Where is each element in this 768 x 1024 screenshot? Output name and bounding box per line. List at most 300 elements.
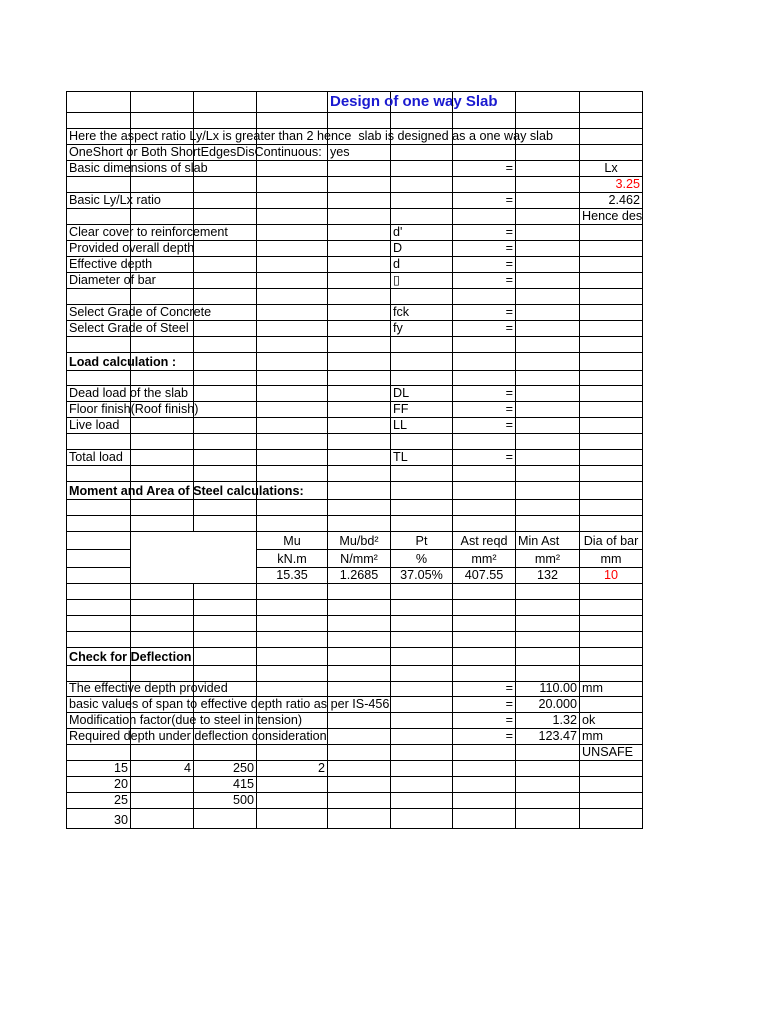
empty-cell: [453, 129, 516, 145]
empty-cell: [453, 809, 516, 829]
empty-cell: [257, 729, 328, 745]
empty-cell: [391, 353, 453, 371]
unit-label: mm²: [453, 550, 516, 568]
cell-text: ok: [580, 713, 643, 729]
empty-cell: [453, 632, 516, 648]
empty-cell: [391, 632, 453, 648]
parameter-label: basic values of span to effective depth ratio as per IS-456: [69, 697, 390, 711]
aspect-ratio-note: Here the aspect ratio Ly/Lx is greater than 2 hence slab is designed as a one way slab: [69, 129, 553, 143]
empty-cell: [516, 600, 580, 616]
empty-cell: [516, 761, 580, 777]
empty-cell: [516, 225, 580, 241]
empty-cell: [194, 386, 257, 402]
section-heading: Moment and Area of Steel calculations:: [69, 484, 304, 498]
empty-cell: [328, 745, 391, 761]
empty-cell: [391, 729, 453, 745]
empty-cell: [453, 434, 516, 450]
equals-sign: =: [453, 257, 516, 273]
empty-cell: [194, 632, 257, 648]
empty-cell: [580, 434, 643, 450]
empty-cell: [257, 745, 328, 761]
empty-cell: [580, 305, 643, 321]
empty-cell: [391, 92, 453, 113]
empty-cell: [453, 648, 516, 666]
empty-cell: [580, 113, 643, 129]
empty-cell: [131, 793, 194, 809]
empty-cell: [194, 682, 257, 697]
numeric-value: 1.32: [516, 713, 580, 729]
empty-cell: [580, 402, 643, 418]
numeric-value: 15: [67, 761, 131, 777]
empty-cell: [257, 305, 328, 321]
ly-lx-ratio-value: 2.462: [580, 193, 643, 209]
empty-cell: [580, 257, 643, 273]
empty-cell: [257, 209, 328, 225]
symbol-label: fy: [391, 321, 453, 337]
empty-cell: [516, 257, 580, 273]
empty-cell: [453, 371, 516, 386]
empty-cell: [257, 500, 328, 516]
empty-cell: [580, 648, 643, 666]
section-heading: Load calculation :: [69, 355, 177, 369]
empty-cell: [328, 450, 391, 466]
empty-cell: [328, 500, 391, 516]
empty-cell: [131, 305, 194, 321]
empty-cell: [131, 466, 194, 482]
empty-cell: [516, 482, 580, 500]
empty-cell: [131, 809, 194, 829]
empty-cell: [257, 666, 328, 682]
empty-cell: [580, 584, 643, 600]
empty-cell: [194, 600, 257, 616]
empty-cell: [391, 371, 453, 386]
symbol-label: TL: [391, 450, 453, 466]
parameter-label: Total load: [67, 450, 131, 466]
empty-cell: [194, 713, 257, 729]
empty-cell: [257, 648, 328, 666]
empty-cell: [328, 809, 391, 829]
empty-cell: [391, 761, 453, 777]
numeric-value: 250: [194, 761, 257, 777]
empty-cell: [194, 648, 257, 666]
cell-text: mm: [580, 682, 643, 697]
column-header: Ast reqd: [453, 532, 516, 550]
empty-cell: [580, 371, 643, 386]
empty-cell: [580, 482, 643, 500]
empty-cell: [580, 466, 643, 482]
empty-cell: [391, 434, 453, 450]
empty-cell: [391, 161, 453, 177]
empty-cell: [67, 209, 131, 225]
empty-cell: [580, 761, 643, 777]
empty-cell: [516, 434, 580, 450]
empty-cell: [580, 777, 643, 793]
symbol-label: LL: [391, 418, 453, 434]
empty-cell: [194, 161, 257, 177]
equals-sign: =: [453, 450, 516, 466]
empty-cell: [257, 321, 328, 337]
empty-cell: [328, 418, 391, 434]
equals-sign: =: [453, 729, 516, 745]
empty-cell: [131, 337, 194, 353]
empty-cell: [328, 402, 391, 418]
empty-cell: [453, 584, 516, 600]
empty-cell: [391, 516, 453, 532]
empty-cell: [453, 353, 516, 371]
empty-cell: [131, 584, 194, 600]
empty-cell: [453, 666, 516, 682]
empty-cell: [328, 777, 391, 793]
empty-cell: [257, 273, 328, 289]
empty-cell: [328, 257, 391, 273]
unit-label: N/mm²: [328, 550, 391, 568]
empty-cell: [453, 466, 516, 482]
empty-cell: [131, 145, 194, 161]
empty-cell: [516, 809, 580, 829]
numeric-value: 20: [67, 777, 131, 793]
empty-cell: [257, 777, 328, 793]
empty-cell: [328, 682, 391, 697]
empty-cell: [257, 450, 328, 466]
empty-cell: [516, 386, 580, 402]
empty-cell: [194, 500, 257, 516]
result-value: 37.05%: [391, 568, 453, 584]
equals-sign: =: [453, 321, 516, 337]
empty-cell: [453, 337, 516, 353]
empty-cell: [391, 793, 453, 809]
empty-cell: [391, 745, 453, 761]
empty-cell: [580, 92, 643, 113]
empty-cell: [580, 809, 643, 829]
empty-cell: [131, 697, 194, 713]
empty-cell: [257, 697, 328, 713]
empty-cell: [516, 273, 580, 289]
merged-cell: [131, 532, 257, 584]
empty-cell: [131, 113, 194, 129]
empty-cell: [516, 793, 580, 809]
empty-cell: [131, 500, 194, 516]
parameter-label: Dead load of the slab: [69, 386, 189, 400]
empty-cell: [257, 632, 328, 648]
empty-cell: [67, 466, 131, 482]
empty-cell: [328, 482, 391, 500]
unit-label: mm²: [516, 550, 580, 568]
equals-sign: =: [453, 697, 516, 713]
empty-cell: [580, 666, 643, 682]
empty-cell: [516, 402, 580, 418]
empty-cell: [67, 177, 131, 193]
empty-cell: [391, 600, 453, 616]
empty-cell: [67, 632, 131, 648]
empty-cell: [391, 648, 453, 666]
empty-cell: [328, 129, 391, 145]
cell-text: Lx: [580, 161, 643, 177]
empty-cell: [516, 337, 580, 353]
column-header: Min Ast: [516, 532, 580, 550]
lx-value: 3.25: [580, 177, 643, 193]
empty-cell: [391, 113, 453, 129]
empty-cell: [453, 516, 516, 532]
empty-cell: [194, 177, 257, 193]
empty-cell: [194, 273, 257, 289]
empty-cell: [391, 809, 453, 829]
empty-cell: [131, 682, 194, 697]
empty-cell: [131, 450, 194, 466]
parameter-label: Clear cover to reinforcement: [69, 225, 228, 239]
empty-cell: [328, 337, 391, 353]
empty-cell: [328, 600, 391, 616]
cell-text: mm: [580, 729, 643, 745]
empty-cell: [391, 289, 453, 305]
empty-cell: [391, 500, 453, 516]
parameter-label: Required depth under deflection consideration: [69, 729, 327, 743]
empty-cell: [580, 793, 643, 809]
empty-cell: [257, 257, 328, 273]
parameter-label: The effective depth provided: [69, 681, 228, 695]
empty-cell: [516, 500, 580, 516]
empty-cell: [194, 402, 257, 418]
empty-cell: [516, 777, 580, 793]
empty-cell: [328, 761, 391, 777]
unit-label: %: [391, 550, 453, 568]
empty-cell: [516, 745, 580, 761]
empty-cell: [67, 666, 131, 682]
empty-cell: [516, 161, 580, 177]
empty-cell: [391, 145, 453, 161]
empty-cell: [131, 321, 194, 337]
numeric-value: 500: [194, 793, 257, 809]
numeric-value: 4: [131, 761, 194, 777]
empty-cell: [131, 241, 194, 257]
empty-cell: [391, 584, 453, 600]
empty-cell: [257, 371, 328, 386]
empty-cell: [580, 500, 643, 516]
empty-cell: [328, 466, 391, 482]
empty-cell: [328, 793, 391, 809]
empty-cell: [131, 193, 194, 209]
empty-cell: [194, 434, 257, 450]
numeric-value: 20.000: [516, 697, 580, 713]
empty-cell: [328, 386, 391, 402]
empty-cell: [194, 809, 257, 829]
empty-cell: [131, 632, 194, 648]
parameter-label: OneShort or Both ShortEdgesDisContinuous:: [69, 145, 322, 159]
symbol-label: fck: [391, 305, 453, 321]
empty-cell: [580, 241, 643, 257]
numeric-value: 415: [194, 777, 257, 793]
empty-cell: [67, 289, 131, 305]
empty-cell: [131, 666, 194, 682]
empty-cell: [194, 466, 257, 482]
empty-cell: [580, 337, 643, 353]
sheet-title: Design of one way Slab: [328, 92, 391, 113]
empty-cell: [194, 337, 257, 353]
empty-cell: [580, 145, 643, 161]
equals-sign: =: [453, 305, 516, 321]
empty-cell: [328, 193, 391, 209]
empty-cell: [516, 209, 580, 225]
empty-cell: [131, 92, 194, 113]
empty-cell: [257, 809, 328, 829]
empty-cell: [131, 161, 194, 177]
empty-cell: [194, 92, 257, 113]
symbol-label: D: [391, 241, 453, 257]
empty-cell: [516, 584, 580, 600]
column-header: Dia of bar: [580, 532, 643, 550]
empty-cell: [580, 273, 643, 289]
empty-cell: [328, 666, 391, 682]
empty-cell: [257, 418, 328, 434]
empty-cell: [580, 386, 643, 402]
empty-cell: [391, 616, 453, 632]
empty-cell: [580, 225, 643, 241]
empty-cell: [257, 161, 328, 177]
empty-cell: [194, 697, 257, 713]
empty-cell: [194, 729, 257, 745]
empty-cell: [391, 682, 453, 697]
empty-cell: [194, 225, 257, 241]
empty-cell: [131, 434, 194, 450]
empty-cell: [67, 516, 131, 532]
empty-cell: [67, 616, 131, 632]
empty-cell: [194, 584, 257, 600]
empty-cell: [328, 697, 391, 713]
equals-sign: =: [453, 193, 516, 209]
empty-cell: [131, 386, 194, 402]
empty-cell: [194, 241, 257, 257]
empty-cell: [257, 225, 328, 241]
column-header: Mu/bd²: [328, 532, 391, 550]
column-header: Pt: [391, 532, 453, 550]
empty-cell: [580, 129, 643, 145]
empty-cell: [131, 257, 194, 273]
empty-cell: [328, 584, 391, 600]
empty-cell: [257, 434, 328, 450]
parameter-label: Effective depth: [69, 257, 153, 271]
numeric-value: 110.00: [516, 682, 580, 697]
empty-cell: [580, 353, 643, 371]
empty-cell: [257, 113, 328, 129]
empty-cell: [194, 418, 257, 434]
parameter-label: Live load: [67, 418, 131, 434]
empty-cell: [328, 289, 391, 305]
empty-cell: [194, 321, 257, 337]
empty-cell: [391, 777, 453, 793]
empty-cell: [67, 550, 131, 568]
empty-cell: [516, 648, 580, 666]
empty-cell: [516, 353, 580, 371]
empty-cell: [194, 129, 257, 145]
empty-cell: [391, 209, 453, 225]
parameter-label: Floor finish(Roof finish): [69, 402, 199, 416]
empty-cell: [131, 371, 194, 386]
empty-cell: [257, 193, 328, 209]
parameter-label: Provided overall depth: [69, 241, 195, 255]
empty-cell: [516, 516, 580, 532]
empty-cell: [328, 729, 391, 745]
empty-cell: [516, 92, 580, 113]
empty-cell: [194, 305, 257, 321]
empty-cell: [516, 177, 580, 193]
empty-cell: [194, 113, 257, 129]
empty-cell: [516, 632, 580, 648]
empty-cell: [131, 209, 194, 225]
empty-cell: [328, 273, 391, 289]
empty-cell: [516, 305, 580, 321]
empty-cell: [453, 209, 516, 225]
empty-cell: [194, 289, 257, 305]
empty-cell: [453, 177, 516, 193]
empty-cell: [257, 289, 328, 305]
empty-cell: [453, 761, 516, 777]
empty-cell: [453, 500, 516, 516]
empty-cell: [391, 713, 453, 729]
empty-cell: [391, 129, 453, 145]
result-value: 15.35: [257, 568, 328, 584]
equals-sign: =: [453, 713, 516, 729]
symbol-label: d: [391, 257, 453, 273]
empty-cell: [131, 402, 194, 418]
empty-cell: [257, 584, 328, 600]
symbol-label: DL: [391, 386, 453, 402]
empty-cell: [194, 616, 257, 632]
empty-cell: [328, 177, 391, 193]
equals-sign: =: [453, 273, 516, 289]
result-value: 1.2685: [328, 568, 391, 584]
empty-cell: [328, 713, 391, 729]
empty-cell: [131, 745, 194, 761]
empty-cell: [257, 177, 328, 193]
empty-cell: [328, 161, 391, 177]
empty-cell: [257, 516, 328, 532]
result-value: 10: [580, 568, 643, 584]
parameter-label: Basic dimensions of slab: [69, 161, 208, 175]
design-note: Hence des: [582, 209, 643, 223]
empty-cell: [453, 777, 516, 793]
empty-cell: [131, 225, 194, 241]
equals-sign: =: [453, 386, 516, 402]
empty-cell: [194, 209, 257, 225]
empty-cell: [67, 568, 131, 584]
empty-cell: [580, 450, 643, 466]
empty-cell: [131, 129, 194, 145]
empty-cell: [67, 532, 131, 550]
section-heading: Check for Deflection: [69, 650, 192, 664]
empty-cell: [67, 92, 131, 113]
empty-cell: [453, 616, 516, 632]
empty-cell: [516, 418, 580, 434]
empty-cell: [328, 516, 391, 532]
empty-cell: [257, 616, 328, 632]
empty-cell: [391, 177, 453, 193]
empty-cell: [194, 482, 257, 500]
equals-sign: =: [453, 225, 516, 241]
parameter-label: Modification factor(due to steel in tension): [69, 713, 303, 727]
empty-cell: [67, 371, 131, 386]
empty-cell: [516, 129, 580, 145]
empty-cell: [516, 371, 580, 386]
empty-cell: [580, 289, 643, 305]
numeric-value: 2: [257, 761, 328, 777]
empty-cell: [580, 632, 643, 648]
numeric-value: 25: [67, 793, 131, 809]
unit-label: kN.m: [257, 550, 328, 568]
empty-cell: [516, 616, 580, 632]
empty-cell: [391, 337, 453, 353]
empty-cell: [131, 616, 194, 632]
empty-cell: [194, 257, 257, 273]
empty-cell: [391, 482, 453, 500]
